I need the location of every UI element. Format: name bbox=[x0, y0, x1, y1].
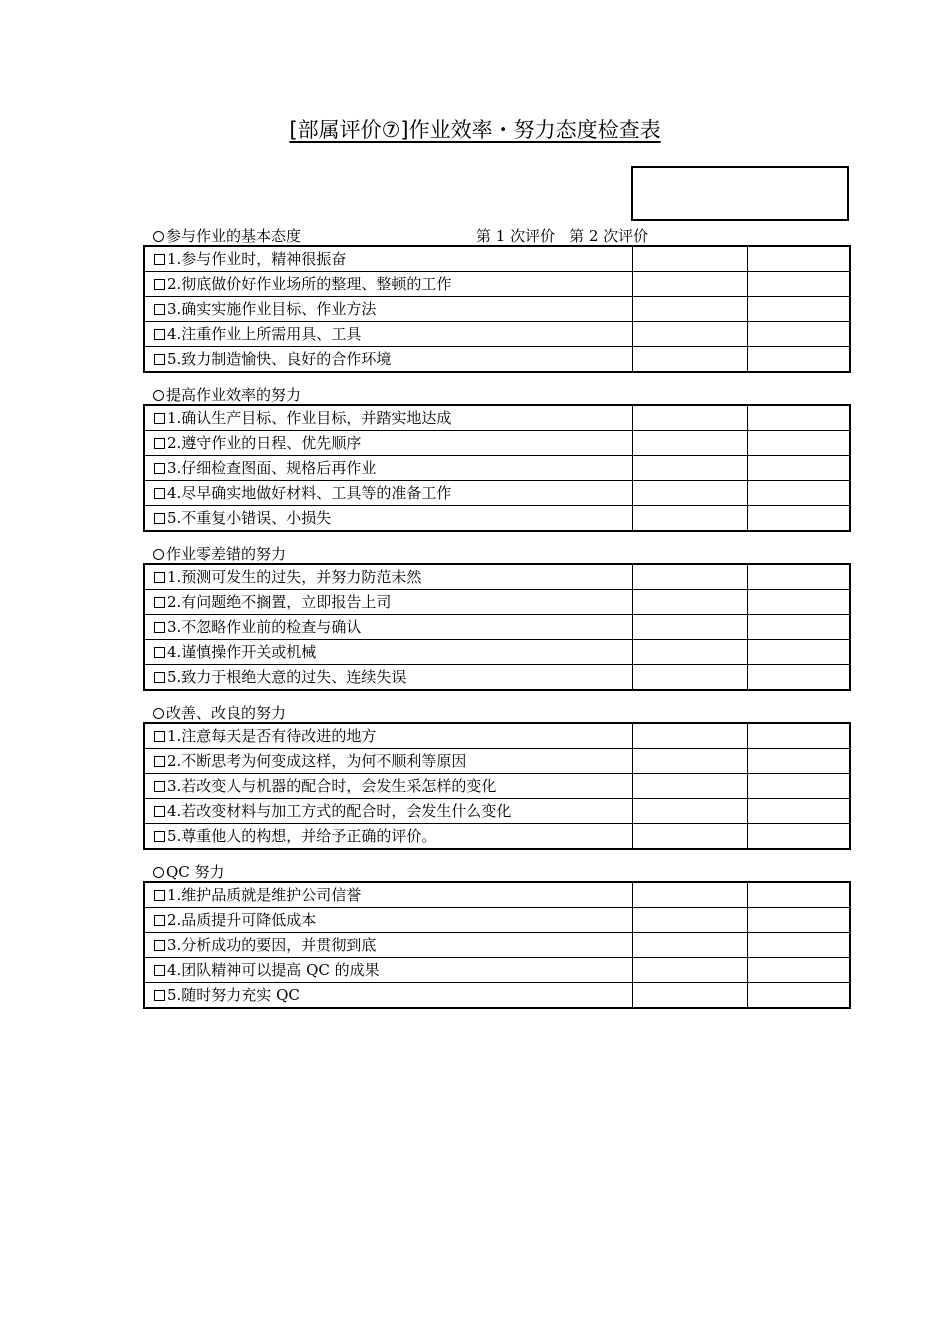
second-evaluation-cell[interactable] bbox=[747, 272, 850, 297]
second-evaluation-cell[interactable] bbox=[747, 640, 850, 665]
checklist-item: 4.谨慎操作开关或机械 bbox=[144, 640, 632, 665]
table-row bbox=[144, 933, 850, 958]
checkbox-icon[interactable] bbox=[154, 831, 165, 842]
table-row bbox=[144, 882, 850, 908]
section-heading-zero-error: 作业零差错的努力 bbox=[153, 545, 286, 563]
second-evaluation-cell[interactable] bbox=[747, 908, 850, 933]
checkbox-icon[interactable] bbox=[154, 965, 165, 976]
checkbox-icon[interactable] bbox=[154, 597, 165, 608]
circle-icon bbox=[153, 390, 164, 401]
second-evaluation-cell[interactable] bbox=[747, 297, 850, 322]
first-evaluation-cell[interactable] bbox=[632, 933, 747, 958]
table-row bbox=[144, 590, 850, 615]
section-table-improvement bbox=[143, 722, 851, 850]
first-evaluation-cell[interactable] bbox=[632, 297, 747, 322]
first-evaluation-header: 第 1 次评价 bbox=[476, 227, 556, 245]
checklist-item: 3.若改变人与机器的配合时，会发生采怎样的变化 bbox=[144, 774, 632, 799]
second-evaluation-cell[interactable] bbox=[747, 322, 850, 347]
checklist-item: 2.不断思考为何变成这样，为何不顺利等原因 bbox=[144, 749, 632, 774]
first-evaluation-cell[interactable] bbox=[632, 665, 747, 691]
checklist-item: 2.有问题绝不搁置，立即报告上司 bbox=[144, 590, 632, 615]
second-evaluation-cell[interactable] bbox=[747, 958, 850, 983]
second-evaluation-cell[interactable] bbox=[747, 506, 850, 532]
checkbox-icon[interactable] bbox=[154, 463, 165, 474]
checklist-item: 5.致力制造愉快、良好的合作环境 bbox=[144, 347, 632, 373]
checkbox-icon[interactable] bbox=[154, 513, 165, 524]
checklist-item: 3.分析成功的要因，并贯彻到底 bbox=[144, 933, 632, 958]
checklist-item: 1.参与作业时，精神很振奋 bbox=[144, 246, 632, 272]
first-evaluation-cell[interactable] bbox=[632, 481, 747, 506]
checklist-item: 3.不忽略作业前的检查与确认 bbox=[144, 615, 632, 640]
first-evaluation-cell[interactable] bbox=[632, 456, 747, 481]
first-evaluation-cell[interactable] bbox=[632, 347, 747, 373]
checkbox-icon[interactable] bbox=[154, 781, 165, 792]
first-evaluation-cell[interactable] bbox=[632, 824, 747, 850]
checklist-item: 4.若改变材料与加工方式的配合时，会发生什么变化 bbox=[144, 799, 632, 824]
circle-icon bbox=[153, 708, 164, 719]
checkbox-icon[interactable] bbox=[154, 304, 165, 315]
checklist-item: 2.彻底做价好作业场所的整理、整顿的工作 bbox=[144, 272, 632, 297]
second-evaluation-cell[interactable] bbox=[747, 456, 850, 481]
checklist-item: 5.不重复小错误、小损失 bbox=[144, 506, 632, 532]
section-table-efficiency bbox=[143, 404, 851, 532]
checkbox-icon[interactable] bbox=[154, 915, 165, 926]
second-evaluation-header: 第 2 次评价 bbox=[569, 227, 649, 245]
checklist-item: 1.预测可发生的过失，并努力防范未然 bbox=[144, 564, 632, 590]
table-row bbox=[144, 347, 850, 373]
checklist-item: 2.品质提升可降低成本 bbox=[144, 908, 632, 933]
checklist-item: 2.遵守作业的日程、优先顺序 bbox=[144, 431, 632, 456]
table-row bbox=[144, 405, 850, 431]
checkbox-icon[interactable] bbox=[154, 731, 165, 742]
table-row bbox=[144, 506, 850, 532]
section-heading-improvement: 改善、改良的努力 bbox=[153, 704, 286, 722]
first-evaluation-cell[interactable] bbox=[632, 431, 747, 456]
table-row bbox=[144, 983, 850, 1009]
table-row bbox=[144, 564, 850, 590]
table-row bbox=[144, 908, 850, 933]
checklist-item: 4.注重作业上所需用具、工具 bbox=[144, 322, 632, 347]
second-evaluation-cell[interactable] bbox=[747, 431, 850, 456]
table-row bbox=[144, 958, 850, 983]
first-evaluation-cell[interactable] bbox=[632, 272, 747, 297]
table-row bbox=[144, 272, 850, 297]
checkbox-icon[interactable] bbox=[154, 329, 165, 340]
second-evaluation-cell[interactable] bbox=[747, 564, 850, 590]
table-row bbox=[144, 322, 850, 347]
first-evaluation-cell[interactable] bbox=[632, 615, 747, 640]
second-evaluation-cell[interactable] bbox=[747, 665, 850, 691]
second-evaluation-cell[interactable] bbox=[747, 590, 850, 615]
first-evaluation-cell[interactable] bbox=[632, 246, 747, 272]
first-evaluation-cell[interactable] bbox=[632, 882, 747, 908]
second-evaluation-cell[interactable] bbox=[747, 799, 850, 824]
checkbox-icon[interactable] bbox=[154, 488, 165, 499]
section-table-basic-attitude bbox=[143, 245, 851, 373]
first-evaluation-cell[interactable] bbox=[632, 564, 747, 590]
table-row bbox=[144, 615, 850, 640]
checklist-item: 1.确认生产目标、作业目标，并踏实地达成 bbox=[144, 405, 632, 431]
first-evaluation-cell[interactable] bbox=[632, 749, 747, 774]
first-evaluation-cell[interactable] bbox=[632, 590, 747, 615]
checklist-item: 5.致力于根绝大意的过失、连续失误 bbox=[144, 665, 632, 691]
checkbox-icon[interactable] bbox=[154, 438, 165, 449]
table-row bbox=[144, 774, 850, 799]
checkbox-icon[interactable] bbox=[154, 354, 165, 365]
first-evaluation-cell[interactable] bbox=[632, 723, 747, 749]
first-evaluation-cell[interactable] bbox=[632, 908, 747, 933]
checkbox-icon[interactable] bbox=[154, 806, 165, 817]
second-evaluation-cell[interactable] bbox=[747, 983, 850, 1009]
title-text: [部属评价⑦]作业效率・努力态度检查表 bbox=[289, 118, 661, 142]
table-row bbox=[144, 640, 850, 665]
checkbox-icon[interactable] bbox=[154, 572, 165, 583]
checkbox-icon[interactable] bbox=[154, 890, 165, 901]
first-evaluation-cell[interactable] bbox=[632, 322, 747, 347]
checklist-item: 5.尊重他人的构想，并给予正确的评价。 bbox=[144, 824, 632, 850]
checkbox-icon[interactable] bbox=[154, 413, 165, 424]
first-evaluation-cell[interactable] bbox=[632, 640, 747, 665]
checklist-item: 5.随时努力充实 QC bbox=[144, 983, 632, 1009]
table-row bbox=[144, 723, 850, 749]
second-evaluation-cell[interactable] bbox=[747, 933, 850, 958]
table-row bbox=[144, 431, 850, 456]
checkbox-icon[interactable] bbox=[154, 990, 165, 1001]
second-evaluation-cell[interactable] bbox=[747, 882, 850, 908]
section-heading-basic-attitude: 参与作业的基本态度 bbox=[153, 227, 301, 245]
table-row bbox=[144, 665, 850, 691]
first-evaluation-cell[interactable] bbox=[632, 958, 747, 983]
second-evaluation-cell[interactable] bbox=[747, 824, 850, 850]
table-row bbox=[144, 799, 850, 824]
circle-icon bbox=[153, 549, 164, 560]
stamp-box bbox=[631, 166, 849, 221]
checkbox-icon[interactable] bbox=[154, 279, 165, 290]
section-heading-qc: QC 努力 bbox=[153, 863, 225, 881]
column-headers bbox=[476, 227, 648, 245]
checklist-item: 3.仔细检查图面、规格后再作业 bbox=[144, 456, 632, 481]
first-evaluation-cell[interactable] bbox=[632, 506, 747, 532]
checkbox-icon[interactable] bbox=[154, 622, 165, 633]
second-evaluation-cell[interactable] bbox=[747, 774, 850, 799]
checkbox-icon[interactable] bbox=[154, 756, 165, 767]
second-evaluation-cell[interactable] bbox=[747, 347, 850, 373]
second-evaluation-cell[interactable] bbox=[747, 749, 850, 774]
checkbox-icon[interactable] bbox=[154, 254, 165, 265]
checklist-item: 3.确实实施作业目标、作业方法 bbox=[144, 297, 632, 322]
section-heading-efficiency: 提高作业效率的努力 bbox=[153, 386, 301, 404]
table-row bbox=[144, 246, 850, 272]
table-row bbox=[144, 297, 850, 322]
second-evaluation-cell[interactable] bbox=[747, 723, 850, 749]
section-table-qc bbox=[143, 881, 851, 1009]
second-evaluation-cell[interactable] bbox=[747, 615, 850, 640]
table-row bbox=[144, 481, 850, 506]
section-table-zero-error bbox=[143, 563, 851, 691]
checklist-item: 1.维护品质就是维护公司信誉 bbox=[144, 882, 632, 908]
table-row bbox=[144, 749, 850, 774]
second-evaluation-cell[interactable] bbox=[747, 246, 850, 272]
first-evaluation-cell[interactable] bbox=[632, 799, 747, 824]
first-evaluation-cell[interactable] bbox=[632, 774, 747, 799]
page-title bbox=[0, 116, 950, 144]
circle-icon bbox=[153, 231, 164, 242]
circle-icon bbox=[153, 867, 164, 878]
second-evaluation-cell[interactable] bbox=[747, 481, 850, 506]
first-evaluation-cell[interactable] bbox=[632, 983, 747, 1009]
checklist-item: 1.注意每天是否有待改进的地方 bbox=[144, 723, 632, 749]
table-row bbox=[144, 456, 850, 481]
second-evaluation-cell[interactable] bbox=[747, 405, 850, 431]
first-evaluation-cell[interactable] bbox=[632, 405, 747, 431]
table-row bbox=[144, 824, 850, 850]
checkbox-icon[interactable] bbox=[154, 940, 165, 951]
checkbox-icon[interactable] bbox=[154, 647, 165, 658]
checklist-item: 4.尽早确实地做好材料、工具等的准备工作 bbox=[144, 481, 632, 506]
checkbox-icon[interactable] bbox=[154, 672, 165, 683]
checklist-item: 4.团队精神可以提高 QC 的成果 bbox=[144, 958, 632, 983]
